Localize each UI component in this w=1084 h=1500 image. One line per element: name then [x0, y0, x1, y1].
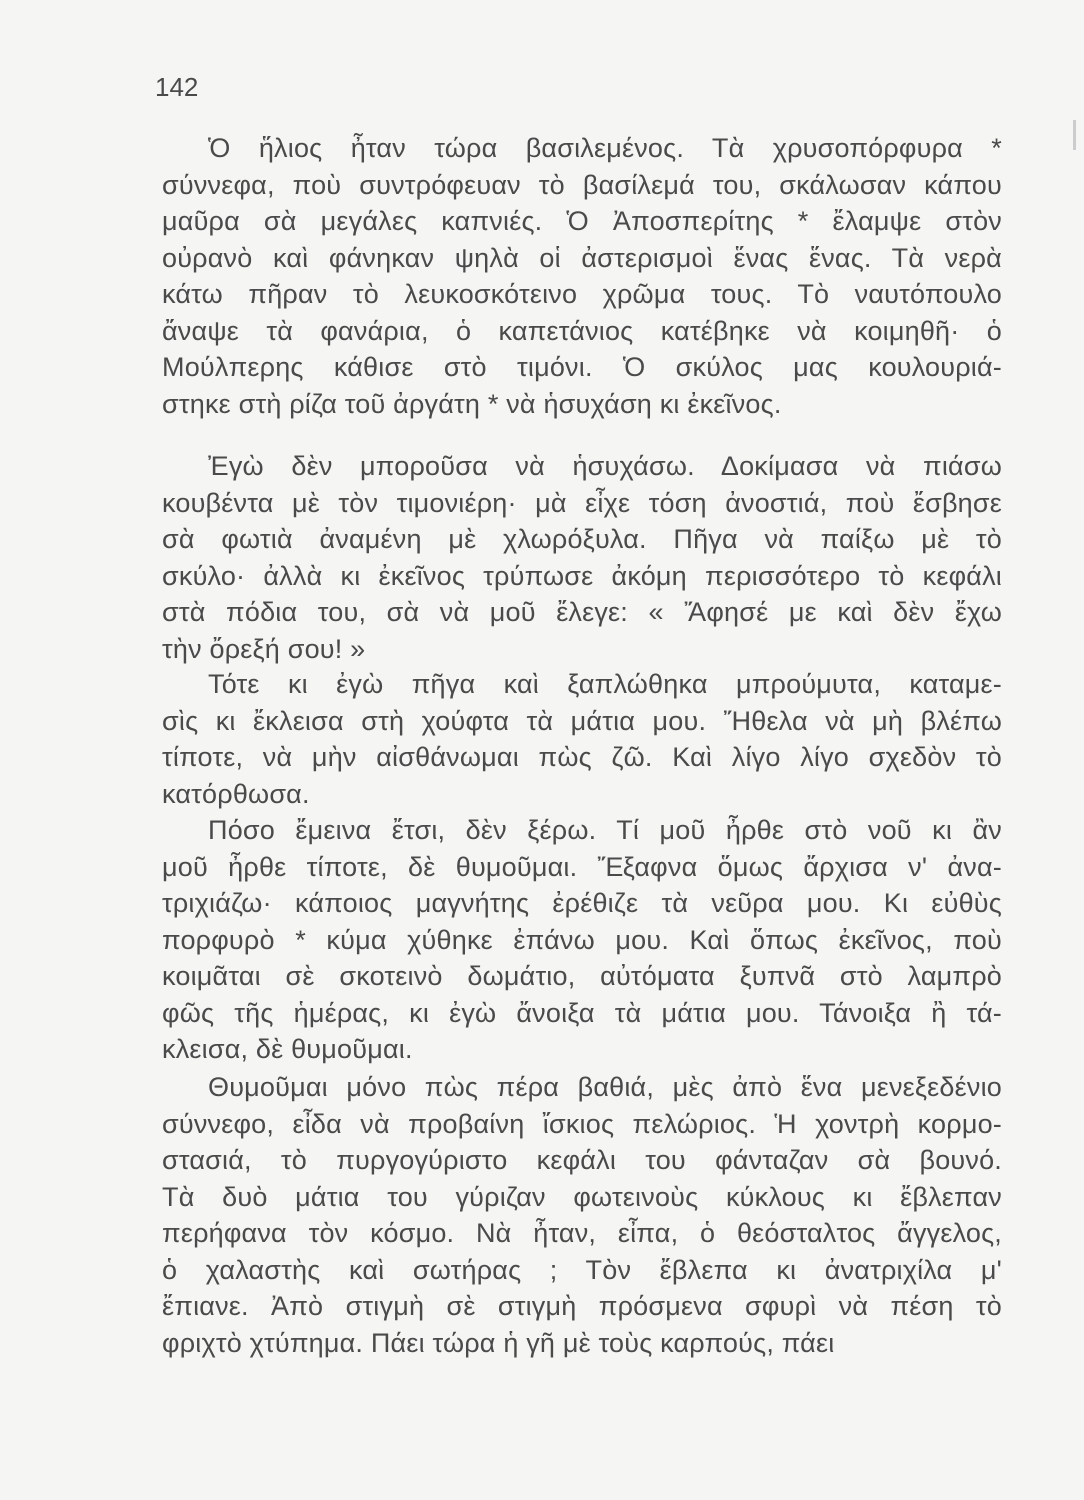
text-line: Τότε κι ἐγὼ πῆγα καὶ ξαπλώθηκα μπρούμυτα, καταμε- — [208, 669, 1002, 699]
text-line: στηκε στὴ ρίζα τοῦ ἀργάτη * νὰ ἡσυχάση κι ἐκεῖνος. — [162, 388, 782, 419]
text-line: κοιμᾶται σὲ σκοτεινὸ δωμάτιο, αὐτόματα ξυπνᾶ στὸ λαμπρὸ — [162, 961, 1002, 991]
paragraph — [162, 1069, 1002, 1361]
text-line: κάτω πῆραν τὸ λευκοσκότεινο χρῶμα τους. Τὸ ναυτόπουλο — [162, 279, 1002, 309]
scan-edge-mark — [1073, 120, 1076, 150]
text-line: σύννεφο, εἶδα νὰ προβαίνη ἴσκιος πελώριος. Ἡ χοντρὴ κορμο- — [162, 1108, 1002, 1139]
text-line: μαῦρα σὰ μεγάλες καπνιές. Ὁ Ἀποσπερίτης * ἔλαμψε στὸν — [162, 206, 1002, 236]
paragraph — [162, 812, 1002, 1068]
text-line: σὰ φωτιὰ ἀναμένη μὲ χλωρόξυλα. Πῆγα νὰ παίξω μὲ τὸ — [162, 524, 1002, 554]
text-line: τίποτε, νὰ μὴν αἰσθάνωμαι πὼς ζῶ. Καὶ λίγο λίγο σχεδὸν τὸ — [162, 742, 1002, 772]
text-line: κουβέντα μὲ τὸν τιμονιέρη· μὰ εἶχε τόση ἀνοστιά, ποὺ ἔσβησε — [162, 487, 1002, 518]
text-line: στασιά, τὸ πυργογύριστο κεφάλι του φάνταζαν σὰ βουνό. — [162, 1145, 1002, 1175]
paragraph — [162, 130, 1002, 422]
text-line: πορφυρὸ * κύμα χύθηκε ἐπάνω μου. Καὶ ὅπως ἐκεῖνος, ποὺ — [162, 924, 1002, 955]
page-number: 142 — [155, 72, 199, 102]
text-line: ὁ χαλαστὴς καὶ σωτήρας ; Τὸν ἔβλεπα κι ἀνατριχίλα μ' — [162, 1254, 1002, 1285]
text-line: οὐρανὸ καὶ φάνηκαν ψηλὰ οἱ ἀστερισμοὶ ἕνας ἕνας. Τὰ νερὰ — [162, 242, 1002, 273]
text-line: Θυμοῦμαι μόνο πὼς πέρα βαθιά, μὲς ἀπὸ ἕνα μενεξεδένιο — [208, 1072, 1002, 1102]
text-line: σκύλο· ἀλλὰ κι ἐκεῖνος τρύπωσε ἀκόμη περισσότερο τὸ κεφάλι — [162, 560, 1002, 591]
text-line: Τὰ δυὸ μάτια του γύριζαν φωτεινοὺς κύκλους κι ἔβλεπαν — [162, 1181, 1002, 1212]
text-line: στὰ πόδια του, σὰ νὰ μοῦ ἔλεγε: « Ἄφησέ με καὶ δὲν ἔχω — [162, 597, 1002, 627]
text-line: φῶς τῆς ἡμέρας, κι ἐγὼ ἄνοιξα τὰ μάτια μου. Τάνοιξα ἢ τά- — [162, 997, 1002, 1028]
text-line: Πόσο ἔμεινα ἔτσι, δὲν ξέρω. Τί μοῦ ἦρθε στὸ νοῦ κι ἂν — [208, 815, 1002, 845]
text-line: κατόρθωσα. — [162, 778, 310, 809]
text-line: κλεισα, δὲ θυμοῦμαι. — [162, 1034, 413, 1064]
text-line: Μούλπερης κάθισε στὸ τιμόνι. Ὁ σκύλος μας κουλουριά- — [162, 352, 1002, 382]
paragraph — [162, 666, 1002, 812]
paragraph — [162, 448, 1002, 667]
text-line: Ὁ ἥλιος ἦταν τώρα βασιλεμένος. Τὰ χρυσοπόρφυρα * — [208, 133, 1002, 163]
text-line: ἄναψε τὰ φανάρια, ὁ καπετάνιος κατέβηκε νὰ κοιμηθῆ· ὁ — [162, 315, 1002, 346]
text-line: τὴν ὄρεξή σου! » — [162, 633, 366, 664]
text-line: περήφανα τὸν κόσμο. Νὰ ἦταν, εἶπα, ὁ θεόσταλτος ἄγγελος, — [162, 1218, 1002, 1248]
text-line: μοῦ ἦρθε τίποτε, δὲ θυμοῦμαι. Ἔξαφνα ὅμως ἄρχισα ν' ἀνα- — [162, 851, 1002, 882]
text-line: ἔπιανε. Ἀπὸ στιγμὴ σὲ στιγμὴ πρόσμενα σφυρὶ νὰ πέση τὸ — [162, 1291, 1002, 1321]
text-line: τριχιάζω· κάποιος μαγνήτης ἐρέθιζε τὰ νεῦρα μου. Κι εὐθὺς — [162, 888, 1002, 918]
text-line: σύννεφα, ποὺ συντρόφευαν τὸ βασίλεμά του, σκάλωσαν κάπου — [162, 169, 1002, 200]
text-line: φριχτὸ χτύπημα. Πάει τώρα ἡ γῆ μὲ τοὺς καρπούς, πάει — [162, 1327, 835, 1358]
text-line: σὶς κι ἔκλεισα στὴ χούφτα τὰ μάτια μου. Ἤθελα νὰ μὴ βλέπω — [162, 705, 1002, 736]
text-line: Ἐγὼ δὲν μποροῦσα νὰ ἡσυχάσω. Δοκίμασα νὰ πιάσω — [208, 451, 1002, 481]
